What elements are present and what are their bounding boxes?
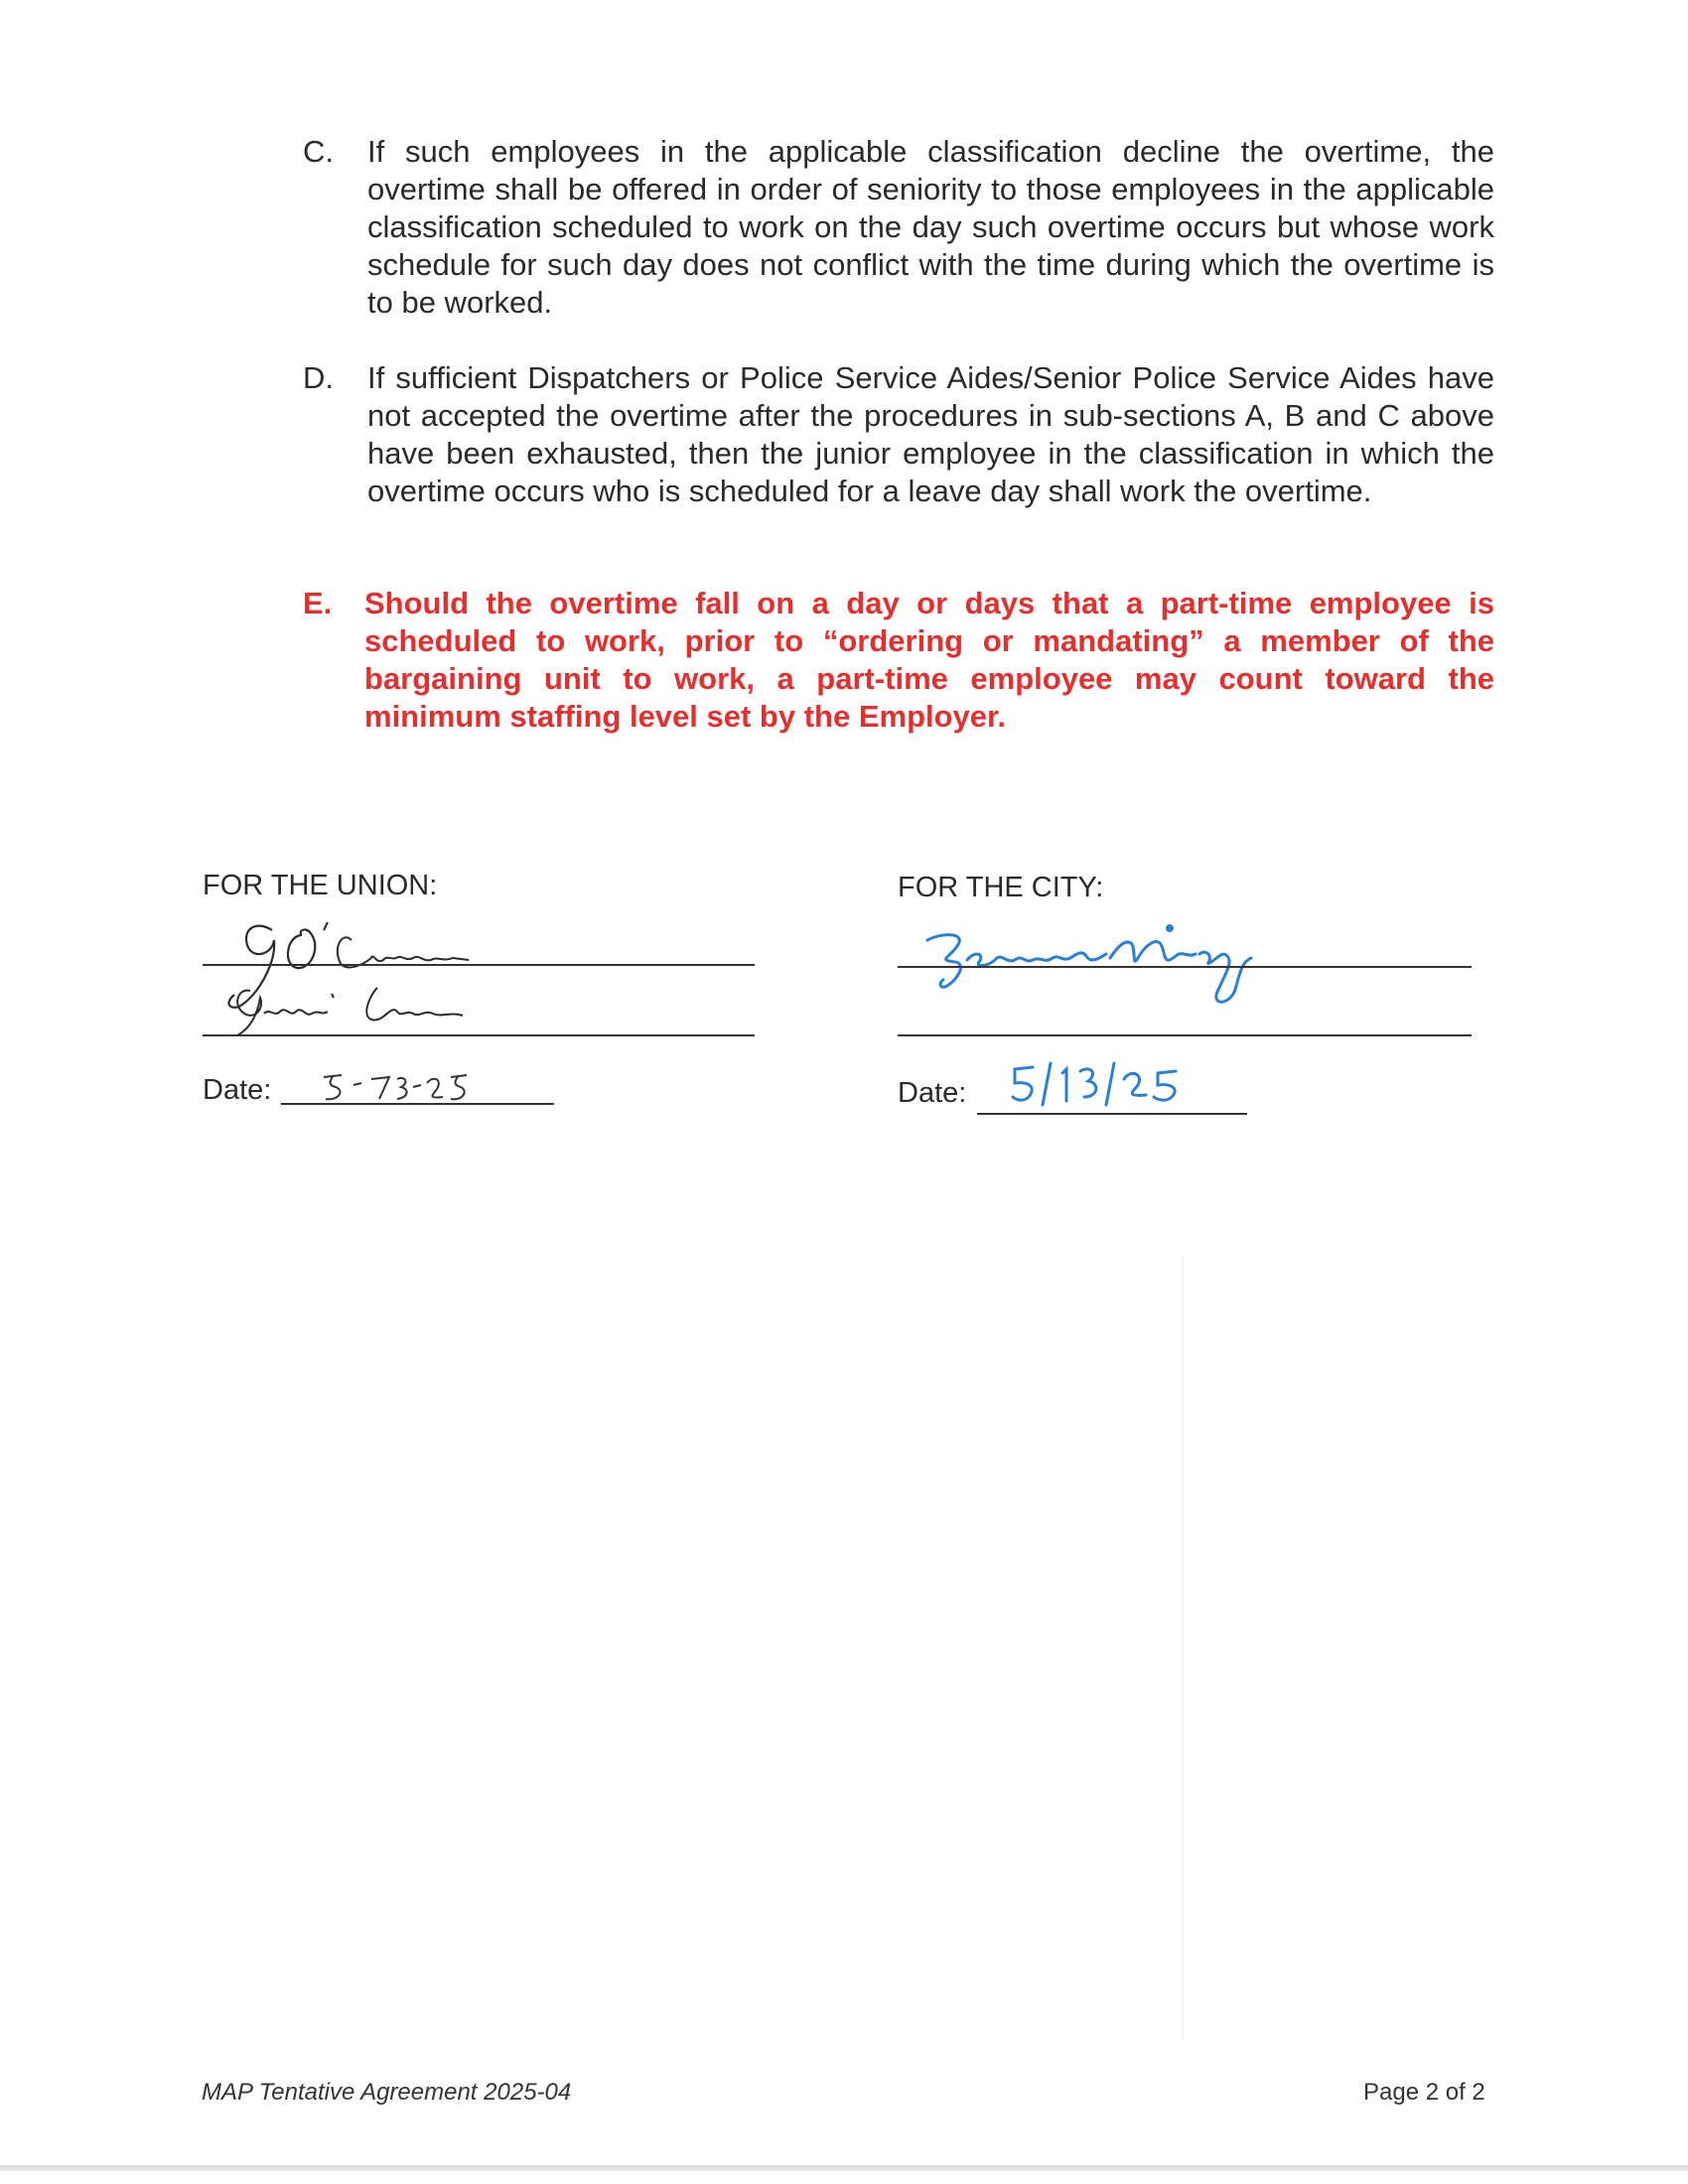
- clause-c: [303, 133, 1494, 322]
- union-date-line: [281, 1103, 554, 1105]
- union-signature-block: [203, 869, 759, 1106]
- clause-letter: D.: [303, 360, 334, 395]
- clause-text: If sufficient Dispatchers or Police Service Aides/Senior Police Service Aides have not accepted the overtime after the procedures in sub-sections A, B and C above have been exhausted, then the junior employee in the classification in which the overtime occurs who is scheduled for a leave day shall work the overtime.: [367, 360, 1494, 508]
- scan-artifact-line: [1183, 1256, 1184, 2040]
- union-signature-line-2: [203, 1034, 755, 1036]
- city-date-handwritten: [1007, 1057, 1205, 1115]
- footer-page-number: Page 2 of 2: [1363, 2079, 1485, 2106]
- city-signature-line-1: [898, 966, 1472, 968]
- union-date-label: Date:: [203, 1074, 272, 1106]
- clause-letter: C.: [303, 134, 334, 169]
- city-label: FOR THE CITY:: [898, 872, 1104, 903]
- city-signature-block: [898, 871, 1474, 1109]
- union-signature-line-1: [203, 964, 755, 966]
- clause-text: If such employees in the applicable classification decline the overtime, the overtime shall be offered in order of seniority to those employees in the applicable classification scheduled to work on the day such overtime occurs but whose work schedule for such day does not conflict with the time during which the overtime is to be worked.: [367, 134, 1494, 320]
- clause-letter: E.: [303, 586, 333, 620]
- union-date-row: [203, 1074, 271, 1107]
- city-signature-line-2: [898, 1034, 1472, 1036]
- clause-d: [303, 359, 1494, 510]
- union-date-handwritten: [314, 1063, 473, 1113]
- city-date-row: [898, 1077, 966, 1110]
- page-bottom-edge: [0, 2165, 1688, 2171]
- city-signature-1: [898, 910, 1394, 1020]
- city-date-line: [977, 1113, 1247, 1115]
- clause-text: Should the overtime fall on a day or days that a part-time employee is scheduled to work, prior to “ordering or mandating” a member of the bargaining unit to work, a part-time employee may count toward the minimum staffing level set by the Employer.: [364, 586, 1494, 734]
- footer-document-title: MAP Tentative Agreement 2025-04: [202, 2079, 572, 2106]
- city-date-label: Date:: [898, 1077, 967, 1109]
- union-label: FOR THE UNION:: [203, 870, 438, 901]
- clause-e: [303, 585, 1494, 736]
